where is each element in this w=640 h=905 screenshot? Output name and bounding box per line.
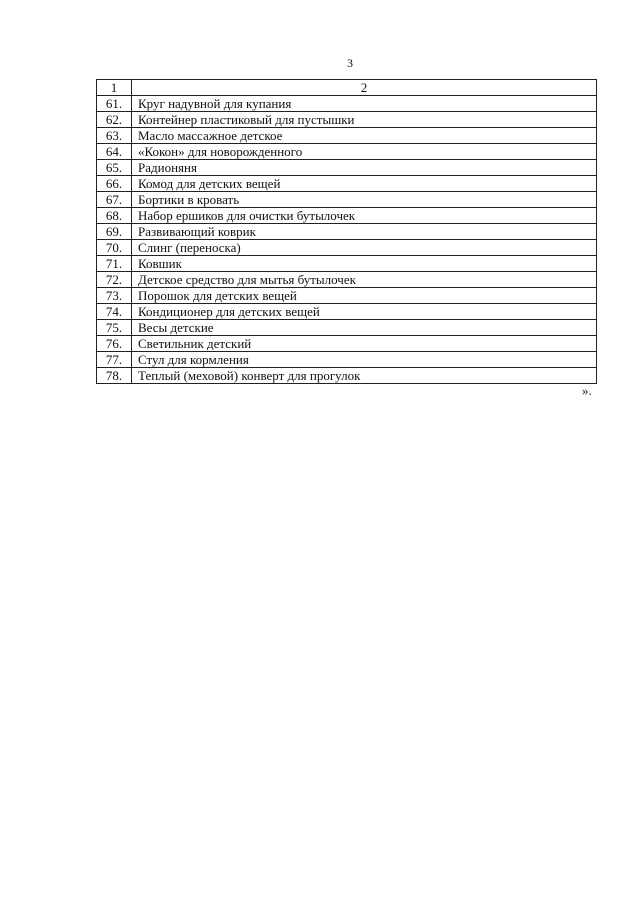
row-item-name: Набор ершиков для очистки бутылочек xyxy=(132,208,597,224)
row-number: 77. xyxy=(97,352,132,368)
row-number: 64. xyxy=(97,144,132,160)
row-number: 67. xyxy=(97,192,132,208)
table-row xyxy=(97,320,597,336)
row-number: 66. xyxy=(97,176,132,192)
row-number: 78. xyxy=(97,368,132,384)
table-row xyxy=(97,128,597,144)
row-number: 76. xyxy=(97,336,132,352)
table-row xyxy=(97,304,597,320)
table-row xyxy=(97,272,597,288)
row-item-name: Порошок для детских вещей xyxy=(132,288,597,304)
table-row xyxy=(97,256,597,272)
header-col-name: 2 xyxy=(132,80,597,96)
row-item-name: Весы детские xyxy=(132,320,597,336)
row-item-name: Теплый (меховой) конверт для прогулок xyxy=(132,368,597,384)
row-item-name: Масло массажное детское xyxy=(132,128,597,144)
row-number: 62. xyxy=(97,112,132,128)
table-row xyxy=(97,368,597,384)
row-item-name: Комод для детских вещей xyxy=(132,176,597,192)
items-table-body xyxy=(97,80,597,384)
table-row xyxy=(97,112,597,128)
table-row xyxy=(97,336,597,352)
closing-quote-mark: ». xyxy=(582,383,592,398)
table-row xyxy=(97,352,597,368)
row-item-name: Контейнер пластиковый для пустышки xyxy=(132,112,597,128)
table-row xyxy=(97,192,597,208)
row-number: 69. xyxy=(97,224,132,240)
row-number: 70. xyxy=(97,240,132,256)
row-number: 65. xyxy=(97,160,132,176)
header-col-number: 1 xyxy=(97,80,132,96)
row-number: 73. xyxy=(97,288,132,304)
row-item-name: Слинг (переноска) xyxy=(132,240,597,256)
row-item-name: Круг надувной для купания xyxy=(132,96,597,112)
row-item-name: Бортики в кровать xyxy=(132,192,597,208)
row-item-name: Светильник детский xyxy=(132,336,597,352)
table-row xyxy=(97,240,597,256)
table-row xyxy=(97,208,597,224)
row-number: 71. xyxy=(97,256,132,272)
table-row xyxy=(97,288,597,304)
row-item-name: Развивающий коврик xyxy=(132,224,597,240)
table-row xyxy=(97,160,597,176)
row-item-name: Ковшик xyxy=(132,256,597,272)
table-row xyxy=(97,224,597,240)
table-row xyxy=(97,96,597,112)
row-item-name: Радионяня xyxy=(132,160,597,176)
row-number: 63. xyxy=(97,128,132,144)
row-number: 72. xyxy=(97,272,132,288)
row-number: 75. xyxy=(97,320,132,336)
row-item-name: Стул для кормления xyxy=(132,352,597,368)
page-number: 3 xyxy=(347,56,353,70)
row-item-name: Детское средство для мытья бутылочек xyxy=(132,272,597,288)
table-row xyxy=(97,176,597,192)
row-item-name: «Кокон» для новорожденного xyxy=(132,144,597,160)
row-number: 68. xyxy=(97,208,132,224)
row-number: 74. xyxy=(97,304,132,320)
row-item-name: Кондиционер для детских вещей xyxy=(132,304,597,320)
items-table xyxy=(96,79,597,384)
row-number: 61. xyxy=(97,96,132,112)
table-header-row xyxy=(97,80,597,96)
table-row xyxy=(97,144,597,160)
